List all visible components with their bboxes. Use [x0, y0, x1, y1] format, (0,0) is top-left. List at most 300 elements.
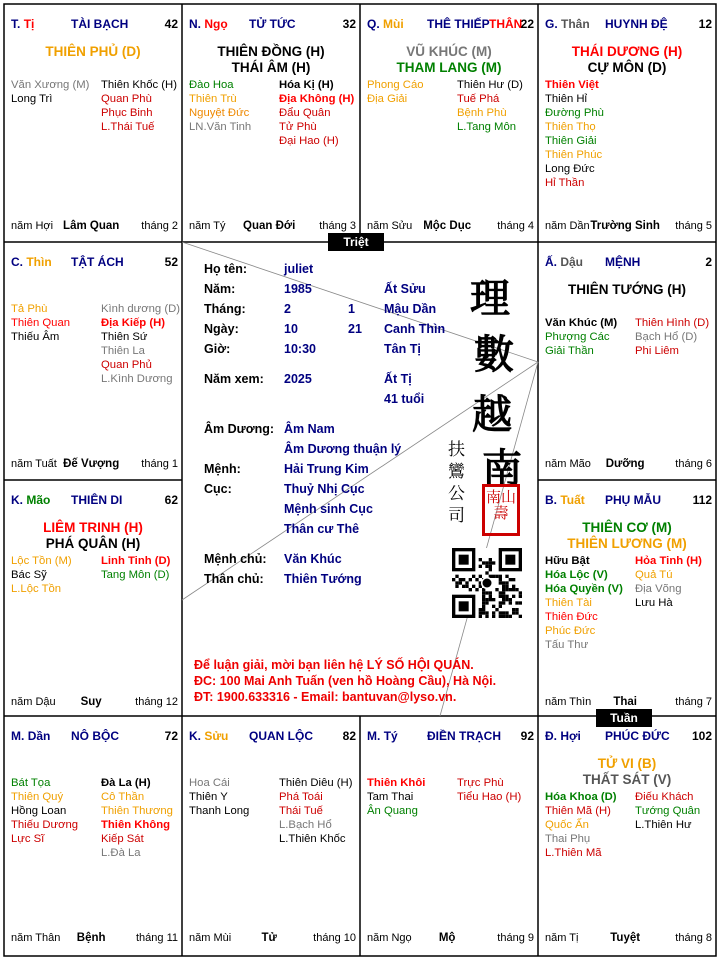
minor-star: Bát Tọa	[11, 777, 51, 789]
palace-name: TỬ TỨC	[249, 17, 296, 31]
info-label: Giờ:	[204, 342, 231, 356]
palace-name: PHỤ MẪU	[605, 493, 661, 507]
minor-star: Hóa Kị (H)	[279, 79, 334, 91]
minor-star: L.Thiên Mã	[545, 847, 602, 859]
info-lunar-value: 1	[348, 302, 355, 316]
main-star: THIÊN PHỦ (D)	[45, 44, 141, 59]
minor-star: Thiên Khốc (H)	[101, 79, 177, 91]
truong-sinh: Tuyệt	[610, 932, 641, 944]
main-stars	[538, 282, 716, 298]
minor-stars-left	[367, 78, 424, 106]
palace-header	[11, 255, 178, 271]
info-canchi-value: 41 tuổi	[384, 392, 425, 406]
palace-stem: M.	[367, 729, 381, 743]
minor-star: Thiên Phúc	[545, 149, 603, 161]
palace-header	[367, 17, 534, 33]
main-star: THIÊN ĐỒNG (H)	[217, 44, 325, 59]
main-star: THÁI ÂM (H)	[231, 60, 311, 75]
main-star: LIÊM TRINH (H)	[43, 520, 143, 535]
minor-stars-right	[101, 302, 180, 386]
palace-cell-dau[interactable]	[538, 242, 716, 480]
minor-star: Phục Binh	[101, 107, 153, 119]
palace-header	[11, 729, 178, 745]
palace-age: 102	[691, 729, 712, 743]
minor-star: L.Kình Dương	[101, 373, 173, 385]
minor-star: L.Tang Môn	[457, 121, 517, 133]
palace-age: 2	[705, 255, 712, 269]
palace-year: năm Tị	[545, 932, 579, 944]
info-canchi-value: Mậu Dần	[384, 302, 437, 316]
small-calligraphy-4: 司	[448, 506, 465, 526]
palace-age: 52	[164, 255, 178, 269]
palace-stem: Đ.	[545, 729, 557, 743]
minor-stars-right	[635, 790, 700, 832]
info-lunar-value: 21	[348, 322, 362, 336]
info-value: Âm Nam	[284, 422, 335, 436]
minor-star: Bác Sỹ	[11, 569, 47, 581]
info-value: 2025	[284, 372, 312, 386]
palace-header	[11, 493, 178, 509]
info-label: Họ tên:	[204, 262, 248, 276]
minor-star: Đại Hao (H)	[279, 135, 339, 147]
palace-footer	[11, 932, 178, 946]
palace-footer	[545, 458, 712, 472]
minor-star: Long Đức	[545, 163, 595, 175]
palace-age: 82	[342, 729, 356, 743]
contact-line-1: Để luận giải, mời bạn liên hệ LÝ SỐ HỘI QUÁN.	[194, 658, 474, 672]
palace-footer	[545, 696, 712, 710]
qr-code-icon[interactable]	[452, 548, 522, 618]
palace-age: 32	[342, 17, 356, 31]
main-stars	[360, 44, 538, 76]
minor-star: Thiên Không	[101, 819, 171, 831]
minor-star: Lưu Hà	[635, 597, 673, 609]
palace-cell-mao[interactable]	[4, 480, 182, 718]
palace-stem: T.	[11, 17, 21, 31]
palace-month: tháng 3	[319, 220, 356, 232]
palace-footer	[11, 696, 178, 710]
minor-stars-left	[11, 78, 89, 106]
main-star: TỬ VI (B)	[597, 756, 657, 771]
info-value: juliet	[284, 262, 314, 276]
palace-cell-mui[interactable]	[360, 4, 538, 242]
contact-line-2: ĐC: 100 Mai Anh Tuấn (ven hồ Hoàng Cầu), Hà Nội.	[194, 674, 497, 688]
info-label: Năm:	[204, 282, 236, 296]
palace-cell-dan[interactable]	[4, 716, 182, 954]
palace-name: HUYNH ĐỆ	[605, 17, 668, 31]
palace-year: năm Mùi	[189, 932, 232, 944]
palace-month: tháng 8	[675, 932, 712, 944]
minor-star: Thiên Sứ	[101, 331, 148, 343]
palace-year: năm Hợi	[11, 220, 54, 232]
palace-stem: N.	[189, 17, 201, 31]
info-label: Thân chủ:	[204, 572, 264, 586]
minor-star: Đường Phù	[545, 107, 604, 119]
main-star: THẤT SÁT (V)	[582, 772, 672, 787]
info-canchi-value: Ất Tị	[384, 372, 412, 386]
triet-badge: Triệt	[328, 233, 384, 251]
palace-cell-tuat[interactable]	[538, 480, 716, 718]
truong-sinh: Quan Đới	[243, 220, 296, 232]
info-label: Tháng:	[204, 302, 246, 316]
palace-stem: K.	[189, 729, 201, 743]
palace-branch: Thìn	[26, 255, 52, 269]
palace-age: 72	[164, 729, 178, 743]
minor-star: Thiên Đức	[545, 611, 598, 623]
palace-branch: Tị	[23, 17, 35, 31]
minor-star: L.Thiên Khốc	[279, 833, 346, 845]
info-label: Mệnh:	[204, 462, 241, 476]
palace-stem-branch	[11, 729, 50, 743]
palace-header	[545, 255, 712, 271]
small-calligraphy-1: 扶	[448, 440, 465, 460]
palace-footer	[11, 458, 178, 472]
minor-star: Thiên Tài	[545, 597, 592, 609]
palace-name: TẬT ÁCH	[71, 255, 124, 269]
main-stars	[182, 44, 360, 76]
palace-age: 112	[692, 493, 712, 507]
minor-star: Thai Phụ	[545, 833, 591, 845]
palace-month: tháng 2	[141, 220, 178, 232]
info-canchi-value: Canh Thìn	[384, 322, 446, 336]
palace-stem-branch	[545, 17, 590, 31]
palace-header	[545, 729, 712, 745]
minor-star: Quan Phù	[101, 93, 152, 105]
palace-name: NÔ BỘC	[71, 729, 119, 743]
palace-stem-branch	[545, 729, 581, 743]
truong-sinh: Lâm Quan	[63, 220, 120, 232]
minor-star: Lực Sĩ	[11, 833, 45, 845]
palace-name: MỆNH	[605, 255, 641, 269]
palace-cell-thin[interactable]	[4, 242, 182, 480]
minor-stars-right	[101, 776, 173, 860]
palace-stem: B.	[545, 493, 557, 507]
minor-star: Linh Tinh (D)	[101, 555, 171, 567]
palace-year: năm Dần	[545, 220, 590, 232]
truong-sinh: Dưỡng	[605, 458, 645, 470]
palace-name: QUAN LỘC	[249, 729, 313, 743]
palace-stem-branch	[367, 17, 404, 31]
palace-footer	[367, 220, 534, 234]
small-calligraphy-2: 鸞	[448, 462, 465, 482]
minor-star: Thiên Giải	[545, 135, 597, 147]
minor-star: Phúc Đức	[545, 625, 596, 637]
palace-branch: Tý	[383, 729, 398, 743]
minor-star: Nguyệt Đức	[189, 107, 250, 119]
palace-stem-branch	[545, 255, 583, 269]
minor-star: Kiếp Sát	[101, 833, 144, 845]
minor-star: Địa Võng	[635, 583, 682, 595]
palace-month: tháng 10	[313, 932, 356, 944]
minor-star: Thiên Hỉ	[545, 93, 588, 105]
palace-stem: K.	[11, 493, 23, 507]
minor-stars-right	[457, 776, 521, 804]
palace-name: ĐIỀN TRẠCH	[427, 729, 501, 743]
minor-star: Tả Phù	[11, 303, 48, 315]
center-info-panel	[182, 242, 538, 716]
info-value: Thân cư Thê	[284, 522, 360, 536]
palace-age: 42	[164, 17, 178, 31]
main-star: THAM LANG (M)	[396, 60, 502, 75]
palace-header	[189, 17, 356, 33]
palace-cell-hoi[interactable]	[538, 716, 716, 954]
palace-header	[11, 17, 178, 33]
minor-star: Giải Thần	[545, 345, 594, 357]
palace-footer	[367, 932, 534, 946]
minor-star: Thiên Thương	[101, 805, 173, 817]
calligraphy-char-4: 南	[482, 445, 522, 492]
minor-star: Bệnh Phù	[457, 107, 507, 119]
minor-star: LN.Văn Tinh	[189, 121, 252, 133]
minor-star: L.Thiên Hư	[635, 819, 692, 831]
palace-age: 92	[520, 729, 534, 743]
minor-stars-left	[11, 302, 70, 344]
minor-star: Thiên Mã (H)	[545, 805, 611, 817]
minor-star: Hồng Loan	[11, 805, 67, 817]
main-star: THIÊN TƯỚNG (H)	[568, 282, 686, 297]
palace-month: tháng 9	[497, 932, 534, 944]
info-label: Ngày:	[204, 322, 239, 336]
minor-star: Đà La (H)	[101, 777, 151, 789]
minor-star: Đào Hoa	[189, 79, 234, 91]
info-label: Âm Dương:	[204, 422, 275, 436]
minor-star: Thiên Hư (D)	[457, 79, 523, 91]
palace-header	[545, 493, 712, 509]
palace-age: 62	[164, 493, 178, 507]
minor-star: Tiểu Hao (H)	[457, 791, 522, 803]
minor-star: Thiên Diêu (H)	[279, 777, 353, 789]
main-stars	[4, 520, 182, 552]
minor-star: Thiên Quan	[11, 317, 71, 329]
calligraphy-char-3: 越	[472, 391, 512, 438]
palace-stem: Ấ.	[545, 255, 557, 269]
palace-month: tháng 6	[675, 458, 712, 470]
minor-stars-right	[101, 554, 170, 582]
minor-star: Tướng Quân	[635, 805, 701, 817]
than-marker: THÂN	[489, 17, 523, 31]
minor-star: Hóa Lộc (V)	[545, 569, 608, 581]
palace-name: THIÊN DI	[71, 493, 123, 507]
minor-star: Thiên Trù	[189, 93, 237, 105]
main-star: THIÊN LƯƠNG (M)	[567, 536, 687, 551]
main-stars	[538, 44, 716, 76]
minor-stars-left	[545, 316, 617, 358]
minor-star: Tam Thai	[367, 791, 414, 803]
info-canchi-value: Ất Sửu	[384, 282, 426, 296]
truong-sinh: Tử	[261, 932, 277, 944]
info-value: Âm Dương thuận lý	[284, 442, 402, 456]
minor-stars-right	[279, 78, 354, 148]
minor-stars-left	[11, 554, 72, 596]
minor-stars-left	[11, 776, 78, 846]
minor-star: Thiên Thọ	[545, 121, 596, 133]
palace-footer	[11, 220, 178, 234]
minor-star: Thiên La	[101, 345, 145, 357]
palace-year: năm Mão	[545, 458, 591, 470]
minor-stars-left	[367, 776, 425, 818]
palace-month: tháng 11	[135, 932, 178, 944]
palace-year: năm Tý	[189, 220, 226, 232]
truong-sinh: Mộc Dục	[423, 220, 472, 232]
minor-star: Địa Kiếp (H)	[101, 317, 166, 329]
palace-year: năm Sửu	[367, 220, 413, 232]
minor-star: Hoa Cái	[189, 777, 230, 789]
main-stars	[538, 756, 716, 788]
minor-star: Tuế Phá	[457, 93, 500, 105]
truong-sinh: Suy	[80, 696, 102, 708]
minor-star: Thiên Y	[189, 791, 228, 803]
minor-star: Ân Quang	[367, 805, 418, 817]
minor-star: Phi Liêm	[635, 345, 679, 357]
tuan-badge: Tuần	[596, 709, 652, 727]
main-star: CỰ MÔN (D)	[587, 60, 667, 75]
minor-star: Văn Xương (M)	[11, 79, 90, 91]
palace-month: tháng 12	[135, 696, 178, 708]
palace-name: THÊ THIẾP	[427, 17, 490, 31]
minor-star: Địa Giải	[367, 93, 408, 105]
info-value: Văn Khúc	[284, 552, 342, 566]
minor-star: Cô Thần	[101, 791, 145, 803]
palace-stem: C.	[11, 255, 23, 269]
palace-month: tháng 5	[675, 220, 712, 232]
palace-branch: Dần	[27, 729, 51, 743]
info-value: Mệnh sinh Cục	[284, 502, 373, 516]
palace-footer	[189, 220, 356, 234]
truong-sinh: Trường Sinh	[590, 220, 660, 232]
palace-branch: Mão	[26, 493, 51, 507]
minor-star: Tử Phù	[279, 121, 317, 133]
palace-name: TÀI BẠCH	[71, 17, 129, 31]
palace-stem-branch	[11, 493, 50, 507]
palace-branch: Tuất	[560, 493, 585, 507]
calligraphy-char-2: 數	[474, 331, 514, 378]
minor-star: Phong Cáo	[367, 79, 424, 91]
main-star: THIÊN CƠ (M)	[582, 520, 672, 535]
info-label: Mệnh chủ:	[204, 552, 267, 566]
minor-star: Hữu Bật	[545, 555, 590, 567]
minor-star: Thiên Hình (D)	[635, 317, 710, 329]
main-star: PHÁ QUÂN (H)	[45, 536, 141, 551]
palace-month: tháng 7	[675, 696, 712, 708]
truong-sinh: Bệnh	[76, 932, 106, 944]
minor-star: Tấu Thư	[545, 639, 589, 651]
info-value: 10	[284, 322, 298, 336]
info-value: 1985	[284, 282, 312, 296]
info-value: Thiên Tướng	[284, 572, 362, 586]
minor-stars-right	[279, 776, 352, 846]
minor-star: Quốc Ấn	[545, 819, 589, 831]
info-value: 2	[284, 302, 291, 316]
palace-stem: G.	[545, 17, 558, 31]
minor-star: Phá Toái	[279, 791, 323, 803]
minor-star: Tang Môn (D)	[101, 569, 170, 581]
minor-star: Hỏa Tinh (H)	[635, 555, 702, 567]
minor-star: Thiếu Dương	[11, 819, 79, 831]
minor-star: Trực Phù	[457, 777, 504, 789]
info-label: Năm xem:	[204, 372, 264, 386]
truong-sinh: Mộ	[438, 932, 456, 944]
info-value: Hải Trung Kim	[284, 462, 369, 476]
palace-header	[367, 729, 534, 745]
small-calligraphy-3: 公	[448, 484, 465, 504]
palace-branch: Ngọ	[204, 17, 228, 31]
minor-stars-right	[101, 78, 177, 134]
palace-cell-ngo[interactable]	[182, 4, 360, 242]
minor-star: L.Bạch Hổ	[279, 819, 332, 831]
minor-star: L.Lộc Tồn	[11, 583, 62, 595]
palace-age: 12	[698, 17, 712, 31]
minor-star: Thiên Quý	[11, 791, 64, 803]
minor-stars-left	[189, 78, 251, 134]
palace-stem-branch	[545, 493, 585, 507]
contact-line-3: ĐT: 1900.633316 - Email: bantuvan@lyso.vn.	[194, 690, 457, 704]
palace-cell-ty[interactable]	[360, 716, 538, 954]
minor-star: L.Đà La	[101, 847, 141, 859]
minor-stars-right	[635, 554, 702, 610]
minor-star: Thiên Việt	[545, 79, 599, 91]
palace-year: năm Ngọ	[367, 932, 412, 944]
minor-star: Lộc Tồn (M)	[11, 555, 72, 567]
truong-sinh: Thai	[613, 696, 637, 708]
palace-header	[189, 729, 356, 745]
palace-month: tháng 1	[141, 458, 178, 470]
minor-stars-left	[545, 78, 604, 190]
palace-stem-branch	[11, 255, 52, 269]
minor-stars-left	[545, 790, 617, 860]
palace-footer	[545, 932, 712, 946]
palace-branch: Hợi	[560, 729, 581, 743]
palace-year: năm Thân	[11, 932, 61, 944]
minor-star: Thiên Khôi	[367, 777, 426, 789]
minor-star: Kình dương (D)	[101, 303, 181, 315]
info-label: Cục:	[204, 482, 232, 496]
minor-star: Hóa Khoa (D)	[545, 791, 617, 803]
minor-stars-left	[545, 554, 623, 652]
palace-year: năm Dậu	[11, 696, 56, 708]
palace-age: 22	[520, 17, 534, 31]
palace-cell-than[interactable]	[538, 4, 716, 242]
minor-star: Quan Phủ	[101, 359, 152, 371]
minor-star: L.Thái Tuế	[101, 121, 155, 133]
palace-cell-ti[interactable]	[4, 4, 182, 242]
minor-stars-right	[635, 316, 709, 358]
palace-branch: Thân	[561, 17, 590, 31]
minor-stars-left	[189, 776, 249, 818]
minor-star: Thiếu Âm	[11, 331, 60, 343]
palace-footer	[189, 932, 356, 946]
palace-stem: M.	[11, 729, 25, 743]
minor-star: Văn Khúc (M)	[545, 317, 618, 329]
truong-sinh: Đế Vượng	[63, 458, 120, 470]
palace-stem-branch	[367, 729, 398, 743]
main-star: VŨ KHÚC (M)	[406, 44, 492, 59]
palace-header	[545, 17, 712, 33]
minor-star: Thái Tuế	[279, 805, 323, 817]
minor-star: Hỉ Thần	[545, 177, 585, 189]
minor-star: Đẩu Quân	[279, 107, 331, 119]
minor-star: Bạch Hổ (D)	[635, 331, 698, 343]
palace-cell-suu[interactable]	[182, 716, 360, 954]
palace-year: năm Thìn	[545, 696, 592, 708]
main-stars	[4, 44, 182, 60]
minor-star: Hóa Quyền (V)	[545, 583, 623, 595]
palace-stem-branch	[11, 17, 34, 31]
info-value: Thuỷ Nhị Cục	[284, 482, 365, 496]
minor-stars-right	[457, 78, 523, 134]
main-star: THÁI DƯƠNG (H)	[571, 44, 683, 59]
palace-branch: Sửu	[204, 729, 229, 743]
minor-star: Thanh Long	[189, 805, 250, 817]
